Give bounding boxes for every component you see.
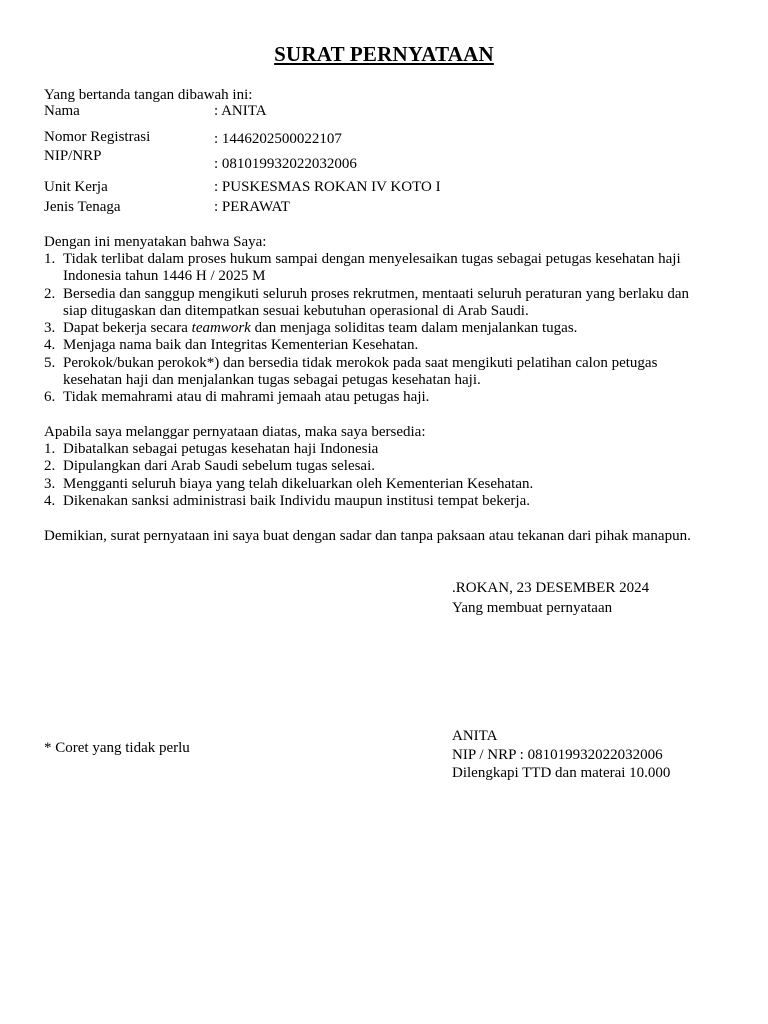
sanction-text: Mengganti seluruh biaya yang telah dikeluarkan oleh Kementerian Kesehatan. (63, 476, 534, 492)
statement-text: Indonesia tahun 1446 H / 2025 M (63, 268, 266, 284)
field-value-nomor-registrasi: : 1446202500022107 (214, 131, 342, 147)
field-value-jenis-tenaga: : PERAWAT (214, 199, 290, 215)
statement-heading: Dengan ini menyatakan bahwa Saya: (44, 234, 267, 250)
field-value-unit-kerja: : PUSKESMAS ROKAN IV KOTO I (214, 179, 441, 195)
statement-text: Bersedia dan sanggup mengikuti seluruh proses rekrutmen, mentaati seluruh peraturan yang berlaku dan (63, 286, 690, 302)
sanction-text: Dipulangkan dari Arab Saudi sebelum tugas selesai. (63, 458, 376, 474)
field-value-nama: : ANITA (214, 103, 267, 119)
footnote: * Coret yang tidak perlu (44, 740, 190, 756)
statement-text: Tidak memahrami atau di mahrami jemaah atau petugas haji. (63, 389, 430, 405)
field-label-nomor-registrasi: Nomor Registrasi (44, 129, 151, 145)
field-label-nip: NIP/NRP (44, 148, 102, 164)
statement-text-part: Dapat bekerja secara (63, 320, 192, 336)
statement-number: 1. (44, 251, 56, 267)
statement-text: Menjaga nama baik dan Integritas Kementerian Kesehatan. (63, 337, 419, 353)
statement-text: siap ditugaskan dan ditempatkan sesuai kebutuhan operasional di Arab Saudi. (63, 303, 529, 319)
statement-text-part: dan menjaga soliditas team dalam menjalankan tugas. (250, 320, 578, 336)
field-label-nama: Nama (44, 103, 80, 119)
statement-text: kesehatan haji dan menjalankan tugas sebagai petugas kesehatan haji. (63, 372, 481, 388)
page-title: SURAT PERNYATAAN (274, 42, 494, 66)
closing-statement: Demikian, surat pernyataan ini saya buat dengan sadar dan tanpa paksaan atau tekanan dari pihak manapun. (44, 528, 691, 544)
place-date: .ROKAN, 23 DESEMBER 2024 (452, 580, 650, 596)
sanction-number: 4. (44, 493, 56, 509)
signer-nip: NIP / NRP : 081019932022032006 (452, 747, 663, 763)
statement-number: 3. (44, 320, 56, 336)
sanction-text: Dibatalkan sebagai petugas kesehatan haji Indonesia (63, 441, 379, 457)
field-value-nip: : 081019932022032006 (214, 156, 357, 172)
statement-emphasis: teamwork (191, 320, 251, 336)
statement-text: Tidak terlibat dalam proses hukum sampai dengan menyelesaikan tugas sebagai petugas kesehatan haji (63, 251, 681, 267)
statement-text: Perokok/bukan perokok*) dan bersedia tidak merokok pada saat mengikuti pelatihan calon petugas (63, 355, 658, 371)
statement-number: 6. (44, 389, 56, 405)
intro-text: Yang bertanda tangan dibawah ini: (44, 87, 253, 103)
signer-name: ANITA (452, 728, 498, 744)
statement-text (63, 320, 577, 337)
field-label-jenis-tenaga: Jenis Tenaga (44, 199, 121, 215)
signature-caption: Yang membuat pernyataan (452, 600, 613, 616)
field-label-unit-kerja: Unit Kerja (44, 179, 108, 195)
sanction-number: 3. (44, 476, 56, 492)
sanction-number: 1. (44, 441, 56, 457)
sanction-number: 2. (44, 458, 56, 474)
signature-note: Dilengkapi TTD dan materai 10.000 (452, 765, 671, 781)
statement-number: 5. (44, 355, 56, 371)
statement-number: 2. (44, 286, 56, 302)
sanction-text: Dikenakan sanksi administrasi baik Individu maupun institusi tempat bekerja. (63, 493, 530, 509)
statement-number: 4. (44, 337, 56, 353)
sanction-heading: Apabila saya melanggar pernyataan diatas, maka saya bersedia: (44, 424, 426, 440)
